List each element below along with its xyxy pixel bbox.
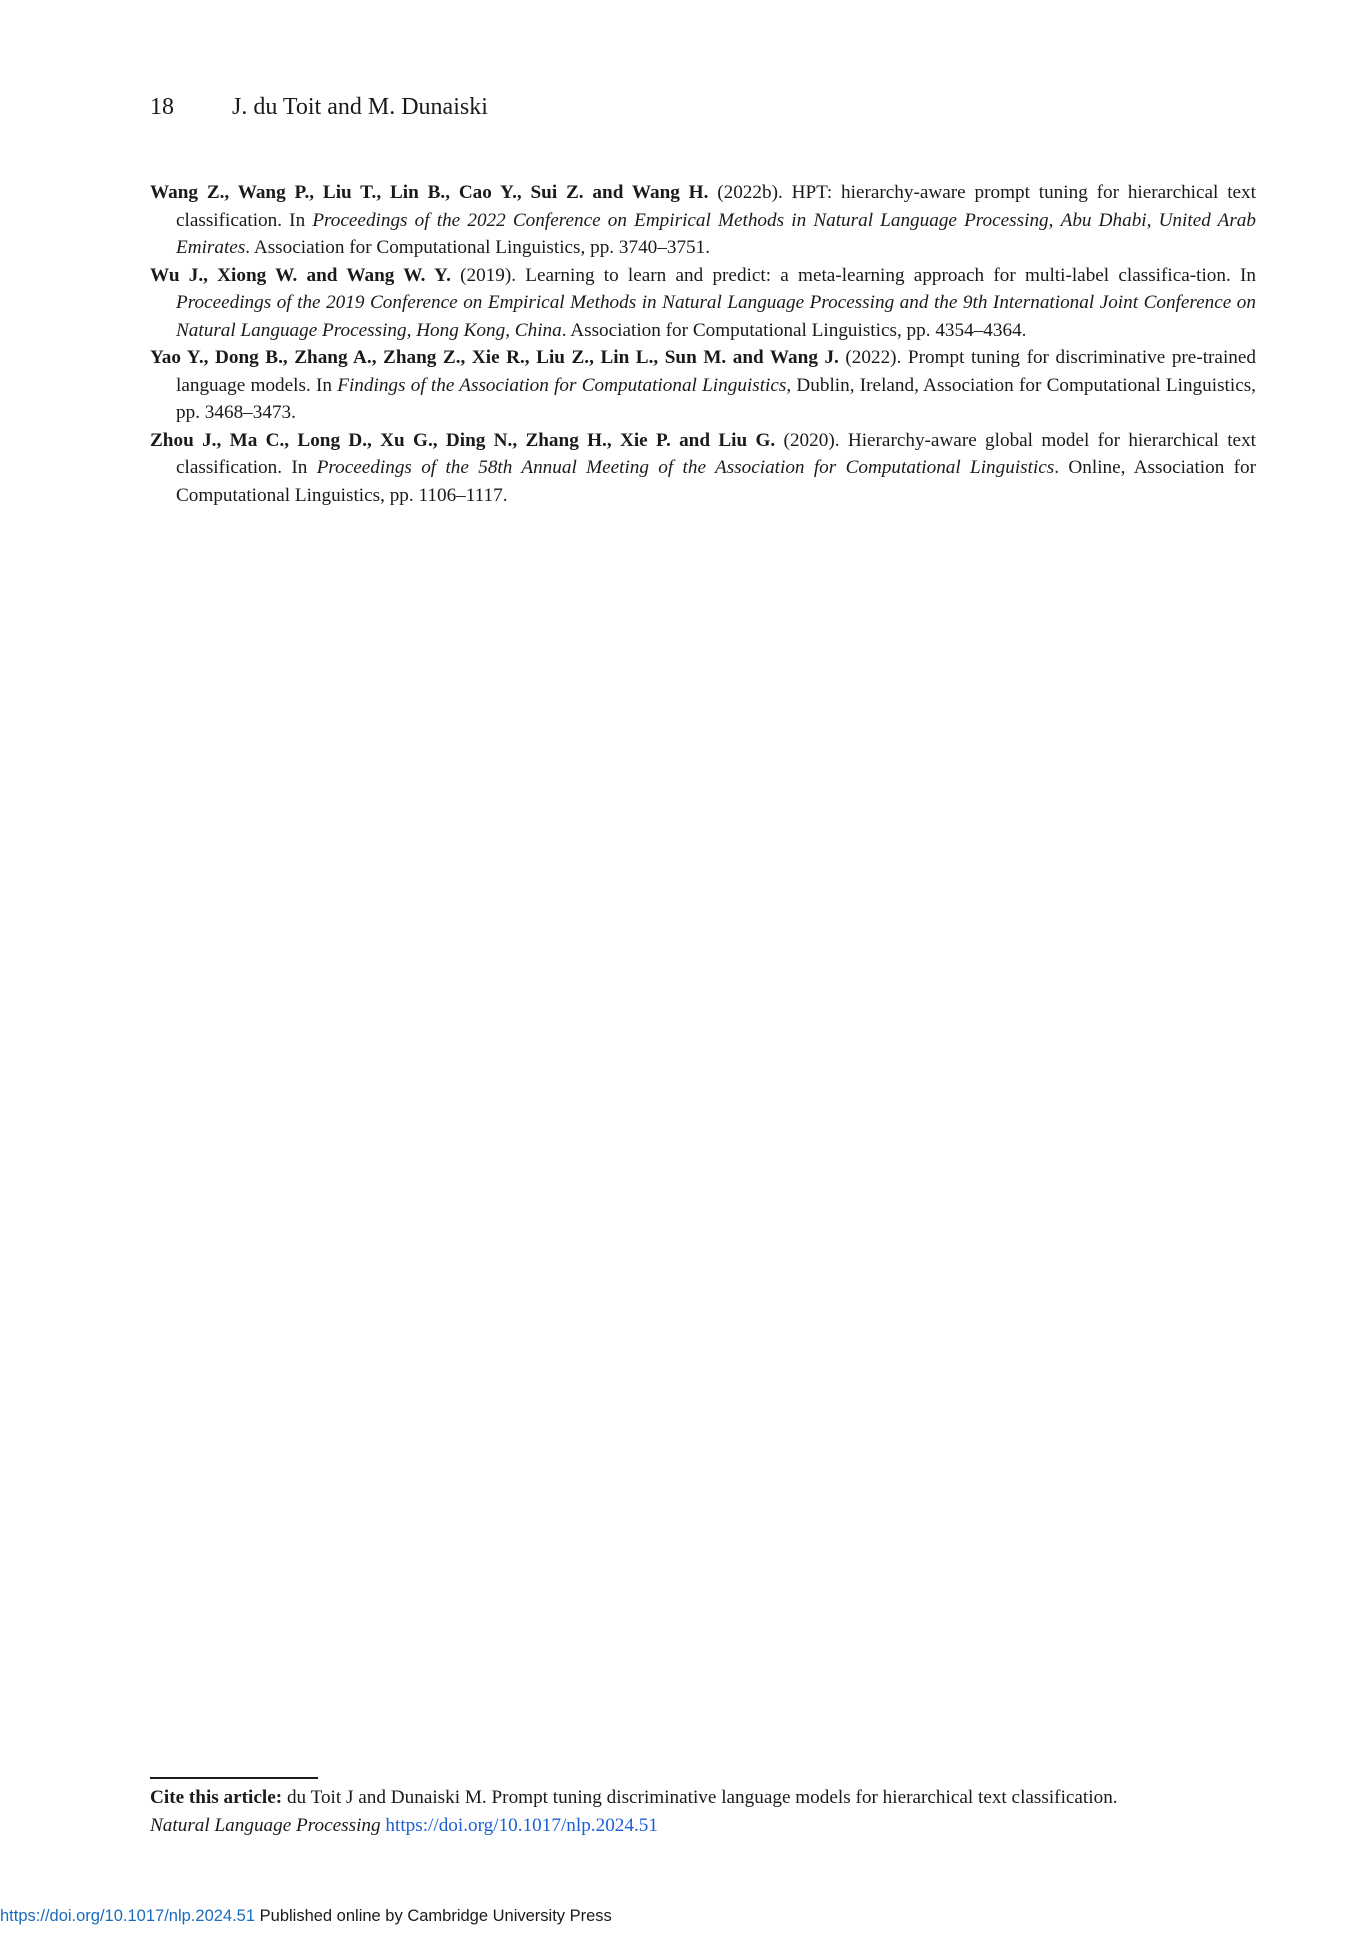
running-header-authors: J. du Toit and M. Dunaiski (232, 94, 488, 120)
reference-text: . Online, Association for Computational Linguistics, pp. 1106–1117. (176, 457, 1257, 506)
citation-label: Cite this article: (150, 1787, 283, 1808)
footnote-rule (150, 1777, 318, 1779)
reference-venue: Proceedings of the 58th Annual Meeting of the Association for Computational Linguistics (316, 457, 1055, 478)
reference-text: . Association for Computational Linguistics, pp. 4354–4364. (561, 319, 1027, 341)
reference-text: , Dublin, Ireland, Association for Computational Linguistics, pp. 3468–3473. (176, 374, 1256, 423)
reference-text: . Association for Computational Linguistics, pp. 3740–3751. (245, 237, 711, 258)
running-header (150, 92, 488, 122)
footer-doi-link[interactable]: https://doi.org/10.1017/nlp.2024.51 (0, 1907, 256, 1925)
reference-item (150, 179, 1256, 262)
reference-item (150, 427, 1256, 510)
reference-authors: Wu J., Xiong W. and Wang W. Y. (150, 264, 451, 286)
reference-item (150, 344, 1256, 427)
reference-venue: Findings of the Association for Computational Linguistics (337, 374, 787, 396)
reference-authors: Wang Z., Wang P., Liu T., Lin B., Cao Y., Sui Z. and Wang H. (150, 182, 709, 203)
citation-journal: Natural Language Processing (150, 1815, 381, 1836)
footer-published-text: Published online by Cambridge University Press (255, 1907, 612, 1925)
reference-text: , (406, 319, 417, 341)
reference-authors: Yao Y., Dong B., Zhang A., Zhang Z., Xie R., Liu Z., Lin L., Sun M. and Wang J. (150, 347, 839, 368)
reference-authors: Zhou J., Ma C., Long D., Xu G., Ding N., Zhang H., Xie P. and Liu G. (150, 429, 776, 451)
reference-venue: Proceedings of the 2019 Conference on Empirical Methods in Natural Language Processing and the 9th International Joint Conference on Natural Language Processing (176, 292, 1256, 341)
reference-venue: Proceedings of the 2022 Conference on Empirical Methods in Natural Language Processing (312, 209, 1049, 231)
reference-text: (2020). Hierarchy-aware global model for hierarchical text classification. In (176, 429, 1256, 478)
reference-location: Abu Dhabi, United Arab Emirates (176, 209, 1256, 258)
citation-text: du Toit J and Dunaiski M. Prompt tuning discriminative language models for hierarchical text classification. (282, 1787, 1118, 1808)
reference-text: , (1048, 209, 1061, 231)
reference-item (150, 262, 1256, 345)
reference-text: (2022). Prompt tuning for discriminative pre-trained language models. In (176, 347, 1256, 396)
citation-doi-link[interactable]: https://doi.org/10.1017/nlp.2024.51 (385, 1815, 658, 1836)
page-footer (0, 1905, 612, 1927)
page-number: 18 (150, 94, 174, 120)
reference-list (150, 179, 1256, 509)
reference-text: (2019). Learning to learn and predict: a meta-learning approach for multi-label classifica-tion. In (450, 264, 1257, 286)
reference-text: (2022b). HPT: hierarchy-aware prompt tuning for hierarchical text classification. In (176, 182, 1256, 231)
reference-location: Hong Kong, China (416, 319, 562, 341)
citation-block (150, 1784, 1260, 1840)
